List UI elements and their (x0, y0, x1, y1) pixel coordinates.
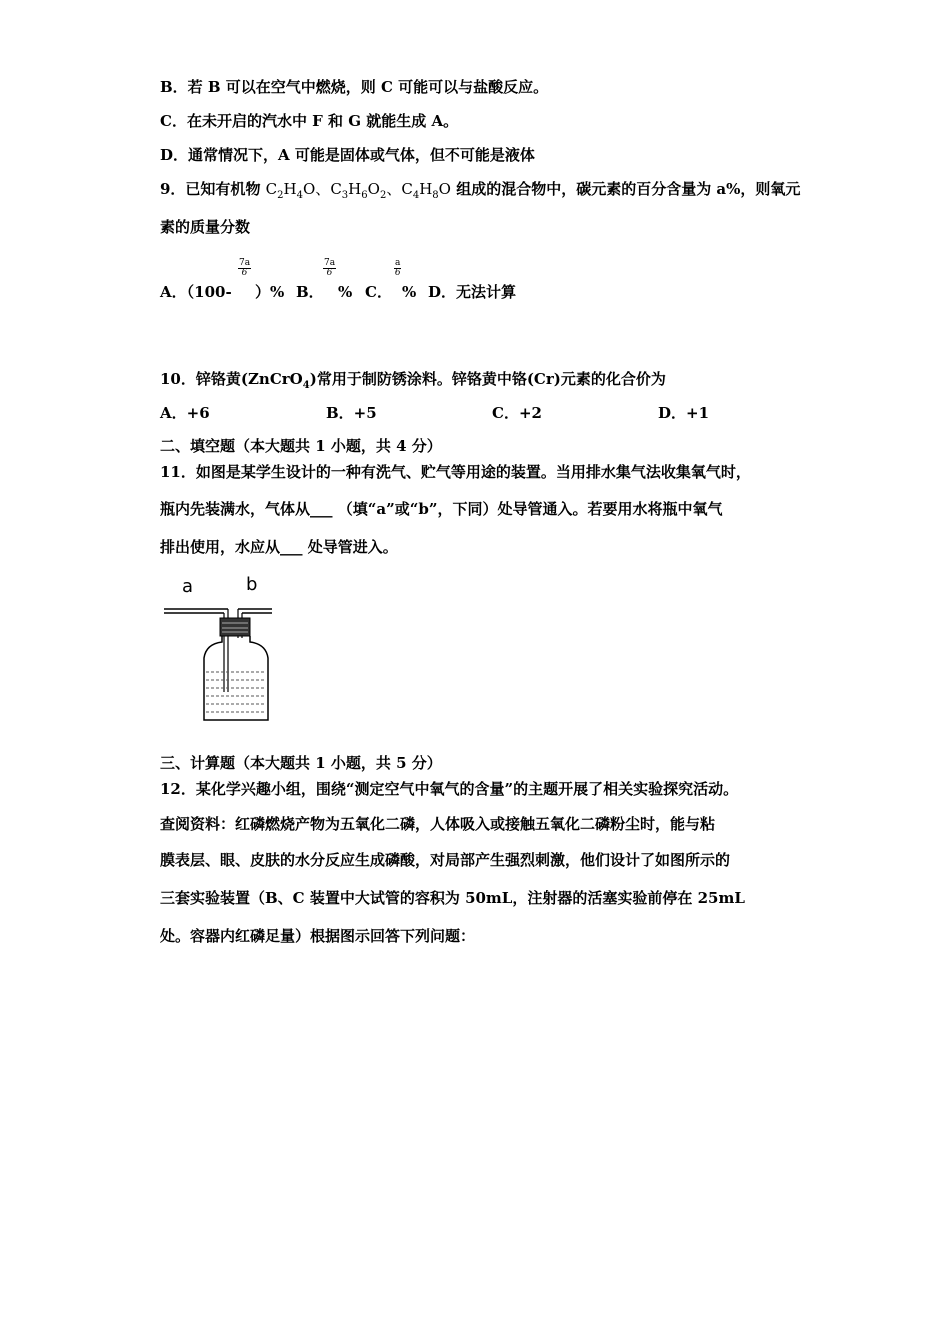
q9-option-d: D．无法计算 (428, 283, 517, 301)
gas-washing-bottle-figure (160, 572, 280, 727)
q10-stem-sub: 4 (302, 380, 310, 391)
formula-sub: 4 (296, 190, 303, 201)
formula-sub: 4 (412, 190, 420, 201)
q9-option-a: A．（100- (160, 283, 232, 301)
q11-stem-line3: 排出使用，水应从___ 处导管进入。 (160, 538, 398, 556)
label-a: a (182, 576, 194, 597)
fraction-denominator: 6 (241, 268, 248, 278)
formula-sub: 8 (432, 190, 439, 201)
q9-option-b: B． (296, 283, 324, 301)
q10-stem-suffix: )常用于制防锈涂料。锌铬黄中铬(Cr)元素的化合价为 (309, 370, 666, 388)
q12-stem-line3: 膜表层、眼、皮肤的水分反应生成磷酸，对局部产生强烈刺激，他们设计了如图所示的 (160, 851, 731, 869)
q10-option-a: A．+6 (160, 404, 210, 422)
fraction-numerator: 7a (324, 258, 336, 268)
formula-part: H (419, 180, 433, 198)
q9-fraction-a (238, 259, 251, 278)
section-heading-fill-in: 二、填空题（本大题共 1 小题，共 4 分） (160, 437, 442, 455)
formula-c2h4o (265, 180, 451, 201)
q10-stem-prefix: 10．锌铬黄(ZnCrO (160, 370, 303, 388)
formula-part: O (438, 180, 451, 198)
formula-sub: 2 (379, 190, 387, 201)
q11-stem-line2: 瓶内先装满水，气体从___ （填“a”或“b”，下同）处导管通入。若要用水将瓶中氧气 (160, 500, 723, 518)
q12-stem-line5: 处。容器内红磷足量）根据图示回答下列问题： (160, 927, 476, 945)
fraction-numerator: 7a (239, 258, 251, 268)
formula-part: O、 (303, 180, 331, 198)
formula-part: C (401, 180, 413, 198)
formula-part: H (283, 180, 297, 198)
q9-stem-line1 (160, 179, 800, 206)
formula-part: O (367, 180, 380, 198)
q9-option-c: C． (365, 283, 392, 301)
q12-stem-line2: 查阅资料：红磷燃烧产物为五氧化二磷，人体吸入或接触五氧化二磷粉尘时，能与粘 (160, 815, 716, 833)
section-heading-calculation: 三、计算题（本大题共 1 小题，共 5 分） (160, 754, 442, 772)
q10-option-b: B．+5 (326, 404, 377, 422)
q9-fraction-b (323, 259, 336, 278)
formula-part: C (265, 180, 278, 198)
q9-option-b-end: % (338, 283, 353, 301)
q9-stem-line2: 素的质量分数 (160, 218, 251, 236)
q8-option-c: C．在未开启的汽水中 F 和 G 就能生成 A。 (160, 112, 459, 130)
fraction-denominator: 6 (394, 268, 401, 278)
q9-fraction-c (394, 259, 401, 278)
formula-sub: 6 (361, 190, 368, 201)
q12-stem-line1: 12．某化学兴趣小组，围绕“测定空气中氧气的含量”的主题开展了相关实验探究活动。 (160, 780, 739, 798)
q11-stem-line1: 11．如图是某学生设计的一种有洗气、贮气等用途的装置。当用排水集气法收集氧气时， (160, 463, 751, 481)
q8-option-d: D．通常情况下，A 可能是固体或气体，但不可能是液体 (160, 146, 535, 164)
bottle-body (204, 636, 268, 720)
q10-stem (160, 369, 666, 396)
formula-sub: 2 (277, 190, 284, 201)
label-b: b (246, 574, 258, 595)
formula-part: H (348, 180, 362, 198)
formula-part: 、 (386, 180, 402, 198)
q8-option-b: B．若 B 可以在空气中燃烧，则 C 可能可以与盐酸反应。 (160, 78, 549, 96)
q9-option-a-end: ）% (255, 283, 285, 301)
formula-sub: 3 (341, 190, 349, 201)
q10-option-d: D．+1 (658, 404, 710, 422)
q9-stem-suffix: 组成的混合物中，碳元素的百分含量为 a%，则氧元 (450, 180, 801, 198)
bottle-drawing (160, 572, 280, 727)
formula-part: C (330, 180, 342, 198)
fraction-numerator: a (395, 258, 401, 268)
rubber-stopper (220, 618, 250, 636)
q9-option-c-end: % (402, 283, 417, 301)
q9-stem-prefix: 9．已知有机物 (160, 180, 266, 198)
q12-stem-line4: 三套实验装置（B、C 装置中大试管的容积为 50mL，注射器的活塞实验前停在 25mL (160, 889, 745, 907)
fraction-denominator: 6 (326, 268, 333, 278)
q10-option-c: C．+2 (492, 404, 542, 422)
